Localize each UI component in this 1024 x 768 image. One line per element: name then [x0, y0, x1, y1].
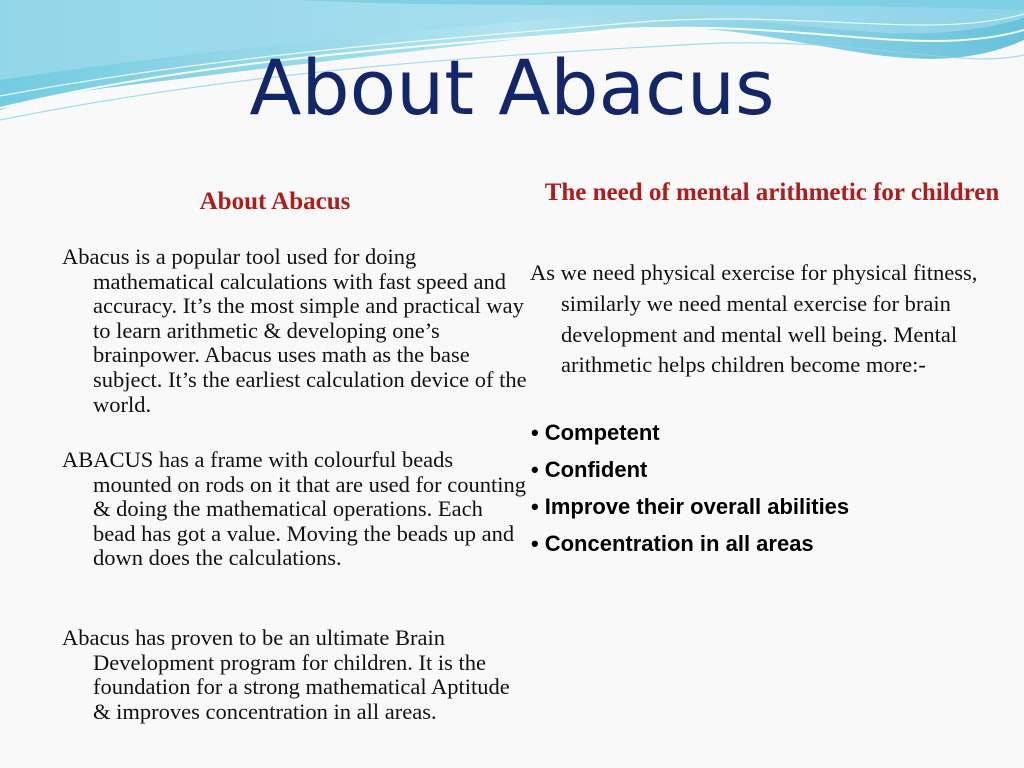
bullet-icon: •: [531, 420, 539, 445]
list-item-label: Concentration in all areas: [544, 531, 814, 556]
list-item-label: Confident: [544, 457, 648, 482]
right-column-heading: The need of mental arithmetic for children: [544, 179, 1000, 206]
left-paragraph-2: ABACUS has a frame with colourful beads mounted on rods on it that are used for counting & doing the mathematical operations. Each bead has got a value. Moving the beads up and down does the calculations.: [62, 447, 527, 571]
list-item: [531, 420, 849, 457]
bullet-icon: •: [531, 494, 539, 519]
slide-title: About Abacus: [249, 43, 775, 132]
list-item: [531, 531, 849, 568]
left-paragraph-3: Abacus has proven to be an ultimate Brain Development program for children. It is the foundation for a strong mathematical Aptitude & improves concentration in all areas.: [62, 625, 510, 724]
bullet-icon: •: [531, 457, 539, 482]
list-item: [531, 494, 849, 531]
left-paragraph-1: Abacus is a popular tool used for doing mathematical calculations with fast speed and accuracy. It’s the most simple and practical way to learn arithmetic & developing one’s brainpower. Abacus uses math as the base subject. It’s the earliest calculation device of the world.: [62, 244, 527, 417]
list-item-label: Competent: [544, 420, 660, 445]
left-column-heading: About Abacus: [199, 188, 351, 215]
bullet-icon: •: [531, 531, 539, 556]
right-paragraph: As we need physical exercise for physical fitness, similarly we need mental exercise for brain development and mental well being. Mental arithmetic helps children become more:-: [530, 260, 978, 378]
list-item: [531, 457, 849, 494]
benefits-list: [531, 420, 849, 568]
list-item-label: Improve their overall abilities: [544, 494, 850, 519]
